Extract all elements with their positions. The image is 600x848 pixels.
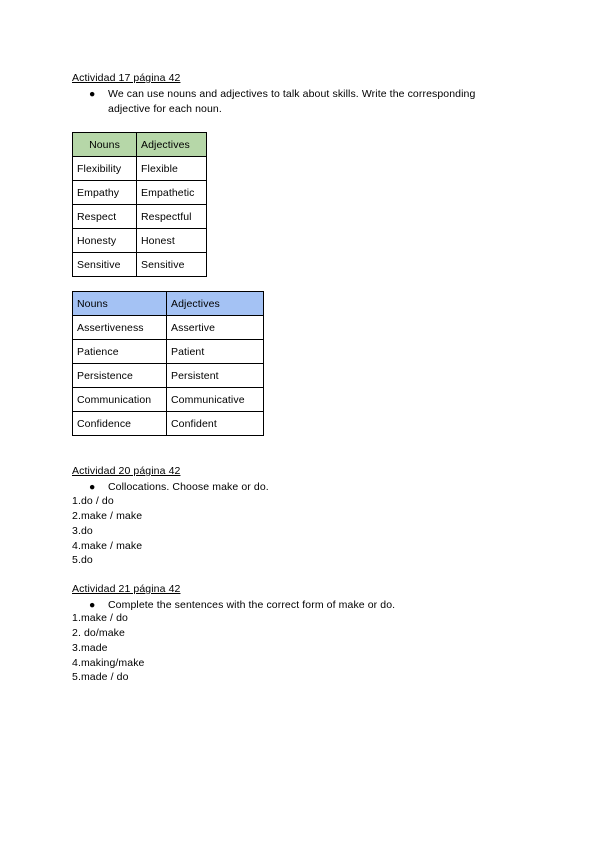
- noun-cell: Persistence: [73, 364, 167, 388]
- activity-20-answer-5: 5.do: [72, 554, 93, 566]
- activity-20-answer-2: 2.make / make: [72, 510, 143, 522]
- adjective-cell: Patient: [167, 340, 264, 364]
- noun-cell: Empathy: [73, 181, 137, 205]
- activity-20-answer-1: 1.do / do: [72, 495, 114, 507]
- activity-21-answer-4: 4.making/make: [72, 657, 145, 669]
- noun-cell: Communication: [73, 388, 167, 412]
- noun-cell: Honesty: [73, 229, 137, 253]
- noun-cell: Confidence: [73, 412, 167, 436]
- activity-17-instruction-text: We can use nouns and adjectives to talk about skills. Write the corresponding adjective for each noun.: [108, 88, 476, 115]
- adjective-cell: Confident: [167, 412, 264, 436]
- adjective-cell: Communicative: [167, 388, 264, 412]
- bullet-icon: ●: [89, 88, 96, 100]
- activity-20-heading: Actividad 20 página 42: [72, 465, 181, 477]
- column-header-nouns: Nouns: [73, 292, 167, 316]
- bullet-icon: ●: [89, 481, 96, 493]
- table-row: [73, 205, 207, 229]
- activity-20-instruction-text: Collocations. Choose make or do.: [108, 481, 269, 493]
- table-row: [73, 388, 264, 412]
- noun-cell: Flexibility: [73, 157, 137, 181]
- activity-21-instruction: [89, 598, 509, 613]
- adjective-cell: Flexible: [137, 157, 207, 181]
- table-row: [73, 412, 264, 436]
- noun-cell: Assertiveness: [73, 316, 167, 340]
- adjective-cell: Assertive: [167, 316, 264, 340]
- adjective-cell: Honest: [137, 229, 207, 253]
- activity-21-answer-3: 3.made: [72, 642, 108, 654]
- table-row: [73, 340, 264, 364]
- adjective-cell: Sensitive: [137, 253, 207, 277]
- noun-cell: Respect: [73, 205, 137, 229]
- column-header-adjectives: Adjectives: [137, 133, 207, 157]
- activity-21-instruction-text: Complete the sentences with the correct form of make or do.: [108, 599, 396, 611]
- table-row: [73, 181, 207, 205]
- adjective-cell: Persistent: [167, 364, 264, 388]
- noun-cell: Sensitive: [73, 253, 137, 277]
- nouns-adjectives-table-green: [72, 132, 207, 277]
- nouns-adjectives-table-blue: [72, 291, 264, 436]
- activity-17-instruction: [89, 87, 509, 117]
- adjective-cell: Empathetic: [137, 181, 207, 205]
- activity-21-answer-1: 1.make / do: [72, 612, 128, 624]
- activity-21-answer-5: 5.made / do: [72, 671, 129, 683]
- table-row: [73, 364, 264, 388]
- table-row: [73, 157, 207, 181]
- activity-20-answer-4: 4.make / make: [72, 540, 143, 552]
- bullet-icon: ●: [89, 599, 96, 611]
- activity-20-answer-3: 3.do: [72, 525, 93, 537]
- column-header-adjectives: Adjectives: [167, 292, 264, 316]
- table-row: [73, 316, 264, 340]
- table-header-row: [73, 133, 207, 157]
- table-row: [73, 229, 207, 253]
- noun-cell: Patience: [73, 340, 167, 364]
- activity-17-heading: Actividad 17 página 42: [72, 72, 181, 84]
- adjective-cell: Respectful: [137, 205, 207, 229]
- table-header-row: [73, 292, 264, 316]
- table-row: [73, 253, 207, 277]
- activity-21-answer-2: 2. do/make: [72, 627, 125, 639]
- column-header-nouns: Nouns: [73, 133, 137, 157]
- activity-21-heading: Actividad 21 página 42: [72, 583, 181, 595]
- activity-20-instruction: [89, 480, 509, 495]
